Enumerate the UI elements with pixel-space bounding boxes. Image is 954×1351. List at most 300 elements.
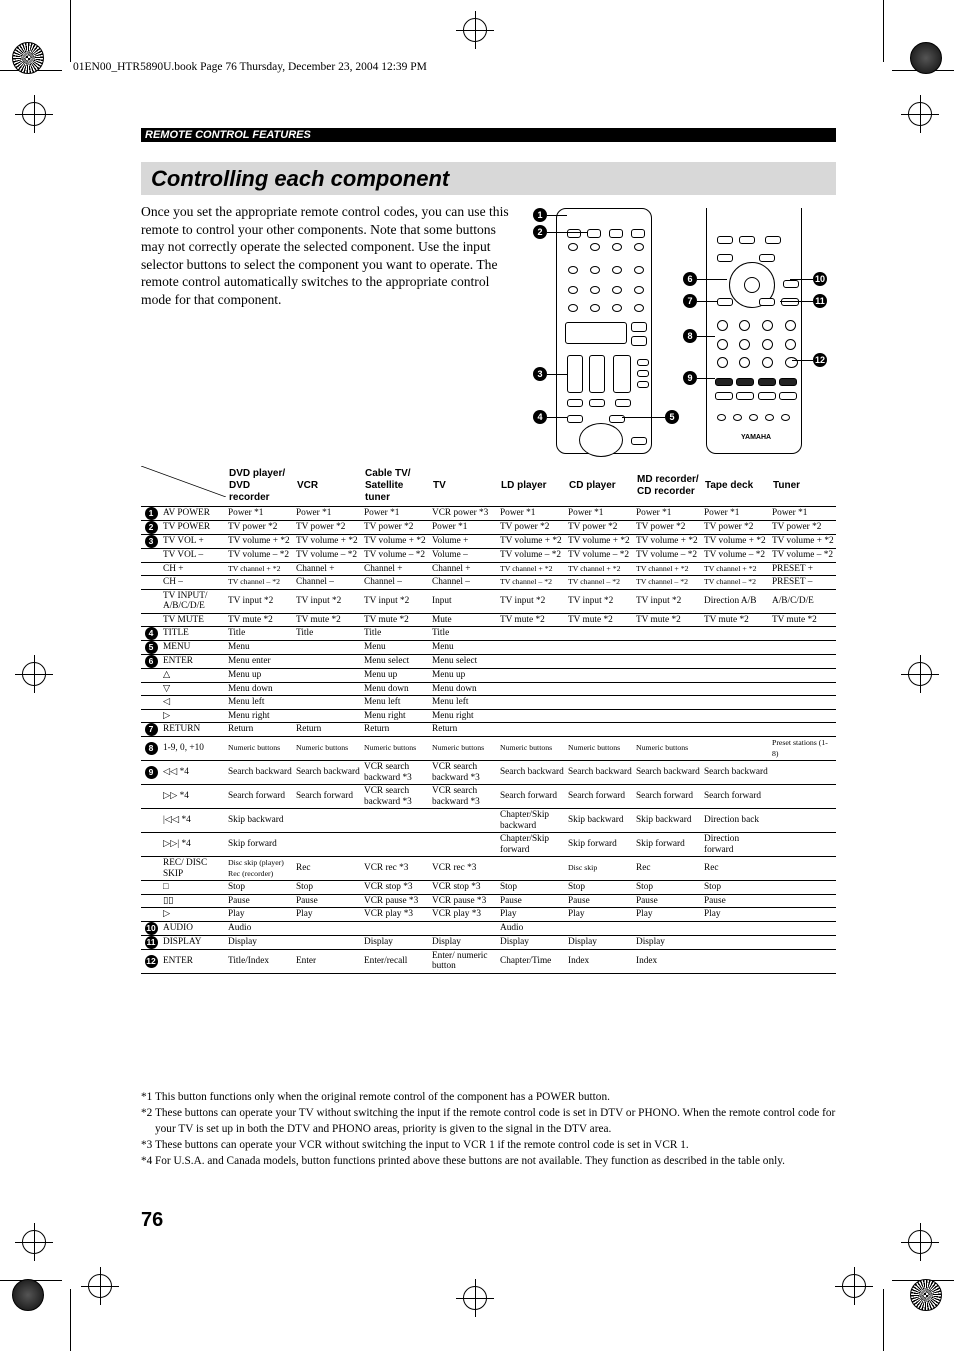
cell-ld [498,682,566,696]
registration-mark [22,102,46,126]
cell-cd: TV input *2 [566,589,634,613]
cell-md [634,655,702,669]
footnote-mark: *2 [141,1107,153,1119]
table-row [141,949,836,973]
cell-cd: Search forward [566,785,634,809]
table-row [141,535,836,549]
cell-dvd: Menu down [226,682,294,696]
row-number-cell [141,785,161,809]
cell-cd: Skip forward [566,833,634,857]
cell-dvd: Menu right [226,709,294,723]
button-name-cell: TV MUTE [161,613,226,627]
cell-dvd: Menu up [226,669,294,683]
cell-tuner [770,921,836,935]
callout-1: 1 [533,208,547,222]
column-header: CD player [566,466,634,507]
cell-vcr: Title [294,627,362,641]
cell-tv: VCR rec *3 [430,857,498,881]
cell-cd: TV channel + *2 [566,562,634,576]
cell-tv: VCR power *3 [430,507,498,521]
cell-dvd: Play [226,908,294,922]
cell-vcr: TV mute *2 [294,613,362,627]
cell-tuner: Power *1 [770,507,836,521]
cell-vcr: Channel – [294,576,362,590]
cell-tape: Search backward [702,761,770,785]
cell-cd: Play [566,908,634,922]
input-button [568,266,578,274]
cell-dvd: Menu enter [226,655,294,669]
callout-12: 12 [814,355,825,365]
table-row [141,908,836,922]
callout-2: 2 [533,225,547,239]
table-row [141,589,836,613]
input-button [590,286,600,294]
cell-tv: Enter/ numeric button [430,949,498,973]
yamaha-logo: YAMAHA [741,434,772,441]
row-number-cell [141,535,161,549]
cell-tuner [770,669,836,683]
cell-cable: Numeric buttons [362,737,430,761]
cell-ld [498,655,566,669]
cell-tv [430,921,498,935]
button-name-cell: ◁◁ *4 [161,761,226,785]
cell-tape: Direction forward [702,833,770,857]
numeric-button [762,339,773,350]
cell-tape: Rec [702,857,770,881]
input-button [590,266,600,274]
cell-ld: Stop [498,881,566,895]
menu-button [759,254,775,262]
cell-cable [362,921,430,935]
row-number-badge: 2 [145,521,158,534]
cell-tuner [770,627,836,641]
cell-ld: TV input *2 [498,589,566,613]
cell-md: TV input *2 [634,589,702,613]
callout-line [780,301,813,302]
cell-md: TV volume – *2 [634,549,702,563]
cell-dvd: Pause [226,894,294,908]
button-name-cell: TV VOL + [161,535,226,549]
table-row [141,921,836,935]
column-header: VCR [294,466,362,507]
cell-tuner [770,833,836,857]
cell-tuner [770,641,836,655]
cell-dvd: Search forward [226,785,294,809]
cell-cable: TV mute *2 [362,613,430,627]
column-header: Tape deck [702,466,770,507]
cell-tape [702,669,770,683]
footnote-text: These buttons can operate your TV without switching the input if the remote control code is set in DTV or PHONO. When the remote control code for your TV is set up in both the DTV and PHONO areas, priority is given to the signal in the DTV area. [155,1107,836,1135]
vol-rocker [613,355,631,393]
callout-7: 7 [683,294,697,308]
cell-md: Index [634,949,702,973]
rosette-mark [12,42,44,74]
cell-cd: TV volume – *2 [566,549,634,563]
cell-tuner: PRESET – [770,576,836,590]
cell-vcr [294,833,362,857]
input-button [634,243,644,251]
cell-cable: Channel – [362,576,430,590]
rosette-mark [12,1279,44,1311]
cell-vcr: Search forward [294,785,362,809]
input-button [634,266,644,274]
row-number-badge: 12 [146,955,156,966]
cell-dvd: Title/Index [226,949,294,973]
cell-ld [498,723,566,737]
cell-tv: Menu right [430,709,498,723]
button-name-cell: AUDIO [161,921,226,935]
cell-vcr: TV volume – *2 [294,549,362,563]
button-name-cell: TITLE [161,627,226,641]
cell-tv: Volume – [430,549,498,563]
cell-ld: TV power *2 [498,521,566,535]
button-name-cell: ENTER [161,949,226,973]
mute-button [615,399,631,407]
cell-ld: TV volume + *2 [498,535,566,549]
row-number-badge: 10 [146,922,156,933]
remote-illustration-bottom [706,208,802,454]
callout-line [697,279,727,280]
av-power-button [567,229,581,238]
cell-tape: TV channel – *2 [702,576,770,590]
cell-tv [430,833,498,857]
callout-line [697,336,715,337]
footnote [141,1153,836,1169]
cell-ld: TV channel – *2 [498,576,566,590]
column-header: LD player [498,466,566,507]
cell-tv: Numeric buttons [430,737,498,761]
button-name-cell: RETURN [161,723,226,737]
section-header: REMOTE CONTROL FEATURES [141,128,836,142]
row-number-cell [141,641,161,655]
row-number-cell [141,576,161,590]
search-forward-button [736,378,754,386]
cell-md: Skip backward [634,809,702,833]
cell-md: Numeric buttons [634,737,702,761]
cell-dvd: Stop [226,881,294,895]
book-line: 01EN00_HTR5890U.book Page 76 Thursday, December 23, 2004 12:39 PM [73,61,427,73]
row-number-cell [141,894,161,908]
cell-cd: Skip backward [566,809,634,833]
cell-cd [566,655,634,669]
table-row [141,894,836,908]
cell-tuner [770,908,836,922]
cell-ld: Play [498,908,566,922]
cell-tape [702,682,770,696]
registration-mark [22,662,46,686]
cell-tv: Display [430,935,498,949]
cell-tv: Channel + [430,562,498,576]
cell-vcr: Search backward [294,761,362,785]
cell-cd [566,709,634,723]
column-header: DVD player/ DVD recorder [226,466,294,507]
cell-dvd: Skip forward [226,833,294,857]
cell-tuner [770,655,836,669]
footnote-text: This button functions only when the original remote control of the component has a POWER button. [155,1091,610,1103]
row-number-badge: 1 [145,507,158,520]
callout-6: 6 [683,272,697,286]
cell-vcr [294,696,362,710]
rec-button [715,392,733,400]
cell-tv: VCR pause *3 [430,894,498,908]
table-row [141,761,836,785]
callout-8: 8 [683,329,697,343]
cell-cable: Channel + [362,562,430,576]
cell-tape [702,723,770,737]
cell-tuner: TV power *2 [770,521,836,535]
cell-tape: TV mute *2 [702,613,770,627]
cell-tape: TV volume – *2 [702,549,770,563]
cell-cd: Numeric buttons [566,737,634,761]
cell-tape: Play [702,908,770,922]
column-header: TV [430,466,498,507]
callout-line [547,232,587,233]
row-number-cell [141,507,161,521]
table-row [141,576,836,590]
cell-cable: Menu left [362,696,430,710]
cell-dvd: Numeric buttons [226,737,294,761]
registration-mark [463,1286,487,1310]
table-row [141,627,836,641]
cell-md: Play [634,908,702,922]
table-row [141,521,836,535]
tv-power-button [587,229,601,238]
button-name-cell: ▯▯ [161,894,226,908]
cell-ld: TV channel + *2 [498,562,566,576]
cell-md: TV channel – *2 [634,576,702,590]
callout-5: 5 [665,410,679,424]
footnote-text: For U.S.A. and Canada models, button functions printed above these buttons are not available. They function as described in the table only. [155,1155,785,1167]
button-name-cell: CH – [161,576,226,590]
row-number-cell [141,589,161,613]
table-row [141,935,836,949]
cell-md: Search backward [634,761,702,785]
table-row [141,641,836,655]
title-button [717,254,733,262]
input-button [568,286,578,294]
system-power-button [609,229,623,238]
title-button [567,415,583,423]
button-name-cell: AV POWER [161,507,226,521]
cell-md: Power *1 [634,507,702,521]
cell-cable: TV input *2 [362,589,430,613]
cell-vcr: Numeric buttons [294,737,362,761]
cell-ld [498,696,566,710]
row-number-badge: 8 [145,742,158,755]
ch-rocker [589,355,605,393]
row-number-cell [141,761,161,785]
cell-tuner [770,761,836,785]
cell-tuner [770,785,836,809]
table-row [141,809,836,833]
row-number-cell [141,881,161,895]
button-name-cell: ◁ [161,696,226,710]
cell-tape: TV volume + *2 [702,535,770,549]
cell-cable: TV power *2 [362,521,430,535]
row-number-cell [141,921,161,935]
cell-tv: Menu up [430,669,498,683]
cell-cable: Menu up [362,669,430,683]
column-header: Cable TV/ Satellite tuner [362,466,430,507]
cell-cable: VCR stop *3 [362,881,430,895]
cell-cable [362,833,430,857]
registration-mark [908,662,932,686]
table-row [141,655,836,669]
tv-input-button [589,399,605,407]
cell-dvd: Search backward [226,761,294,785]
row-number-badge: 11 [146,936,156,947]
tv-vol-rocker [567,355,583,393]
cell-cable: VCR play *3 [362,908,430,922]
numeric-button [785,339,796,350]
footnotes [141,1089,836,1169]
table-row [141,709,836,723]
cell-tuner [770,723,836,737]
cell-cd [566,696,634,710]
cell-vcr: Pause [294,894,362,908]
macro-button [733,414,742,421]
cell-cd: Stop [566,881,634,895]
crop-mark [883,0,884,62]
cell-cd [566,641,634,655]
cell-tv [430,809,498,833]
cell-ld: Power *1 [498,507,566,521]
cell-cd: TV volume + *2 [566,535,634,549]
row-number-cell [141,833,161,857]
row-number-cell [141,723,161,737]
callout-3: 3 [533,367,547,381]
cell-cable: Power *1 [362,507,430,521]
page-title: Controlling each component [151,166,450,191]
cell-md [634,921,702,935]
cell-cd: TV mute *2 [566,613,634,627]
cell-cable: Return [362,723,430,737]
cell-ld: Chapter/Skip backward [498,809,566,833]
row-number-badge: 3 [145,535,158,548]
cell-md: Display [634,935,702,949]
cell-vcr: Stop [294,881,362,895]
cell-cable: Menu [362,641,430,655]
crop-mark [70,0,71,62]
cell-cd: Pause [566,894,634,908]
button-name-cell: ▷▷| *4 [161,833,226,857]
cell-ld: Search forward [498,785,566,809]
input-button [612,304,622,312]
cell-vcr: Play [294,908,362,922]
skip-forward-button [779,378,797,386]
callout-line [547,374,567,375]
cell-tape [702,949,770,973]
numeric-button [717,320,728,331]
cell-cd: Power *1 [566,507,634,521]
cell-cd [566,921,634,935]
row-number-cell [141,908,161,922]
callout-4: 4 [533,410,547,424]
table-row [141,613,836,627]
rosette-mark [910,42,942,74]
button-name-cell: ▽ [161,682,226,696]
cell-dvd: Title [226,627,294,641]
cell-vcr [294,641,362,655]
cell-tape [702,655,770,669]
cell-tv: VCR play *3 [430,908,498,922]
cell-ld: Chapter/Skip forward [498,833,566,857]
cell-vcr: Enter [294,949,362,973]
cell-vcr [294,921,362,935]
cell-ld: Pause [498,894,566,908]
cell-tuner [770,809,836,833]
display-button [759,298,775,306]
table-row [141,785,836,809]
row-number-cell [141,809,161,833]
standby-button [631,229,645,238]
table-row [141,723,836,737]
cell-md: Search forward [634,785,702,809]
cell-tuner [770,894,836,908]
cell-dvd: Menu [226,641,294,655]
tv-mute-button [567,399,583,407]
cell-ld: Chapter/Time [498,949,566,973]
button-name-cell: |◁◁ *4 [161,809,226,833]
row-number-badge: 4 [145,627,158,640]
audio-button [631,437,647,445]
cell-dvd: TV channel – *2 [226,576,294,590]
footnote-mark: *1 [141,1091,153,1103]
sleep-button [717,414,726,421]
cell-tape: Search forward [702,785,770,809]
button-name-cell: ▷ [161,908,226,922]
table-row [141,857,836,881]
registration-mark [88,1274,112,1298]
cell-ld: TV volume – *2 [498,549,566,563]
footnote-mark: *3 [141,1139,153,1151]
cell-tuner [770,935,836,949]
row-number-cell [141,562,161,576]
numeric-button [785,357,798,368]
button-name-cell: ▷▷ *4 [161,785,226,809]
registration-mark [842,1274,866,1298]
cell-tape: Direction back [702,809,770,833]
row-number-cell [141,682,161,696]
numeric-button [739,357,750,368]
cell-vcr [294,682,362,696]
cell-tuner: Preset stations (1-8) [770,737,836,761]
row-number-cell [141,669,161,683]
cell-md [634,709,702,723]
cell-cable: Menu right [362,709,430,723]
cell-ld [498,641,566,655]
numeric-button [762,357,773,368]
cell-tv: Input [430,589,498,613]
button-name-cell: ENTER [161,655,226,669]
cell-tape [702,737,770,761]
cell-cd: Display [566,935,634,949]
crop-mark [883,1289,884,1351]
table-header-row [141,466,836,507]
skip-backward-button [758,378,776,386]
return-button [717,298,733,306]
button-name-cell: TV POWER [161,521,226,535]
cell-cable: Menu select [362,655,430,669]
cell-tuner: PRESET + [770,562,836,576]
input-button [590,304,600,312]
tv-button [637,381,649,388]
cell-tape [702,627,770,641]
callout-line [622,417,665,418]
cell-tv: VCR stop *3 [430,881,498,895]
input-button [612,286,622,294]
cell-tv: Title [430,627,498,641]
